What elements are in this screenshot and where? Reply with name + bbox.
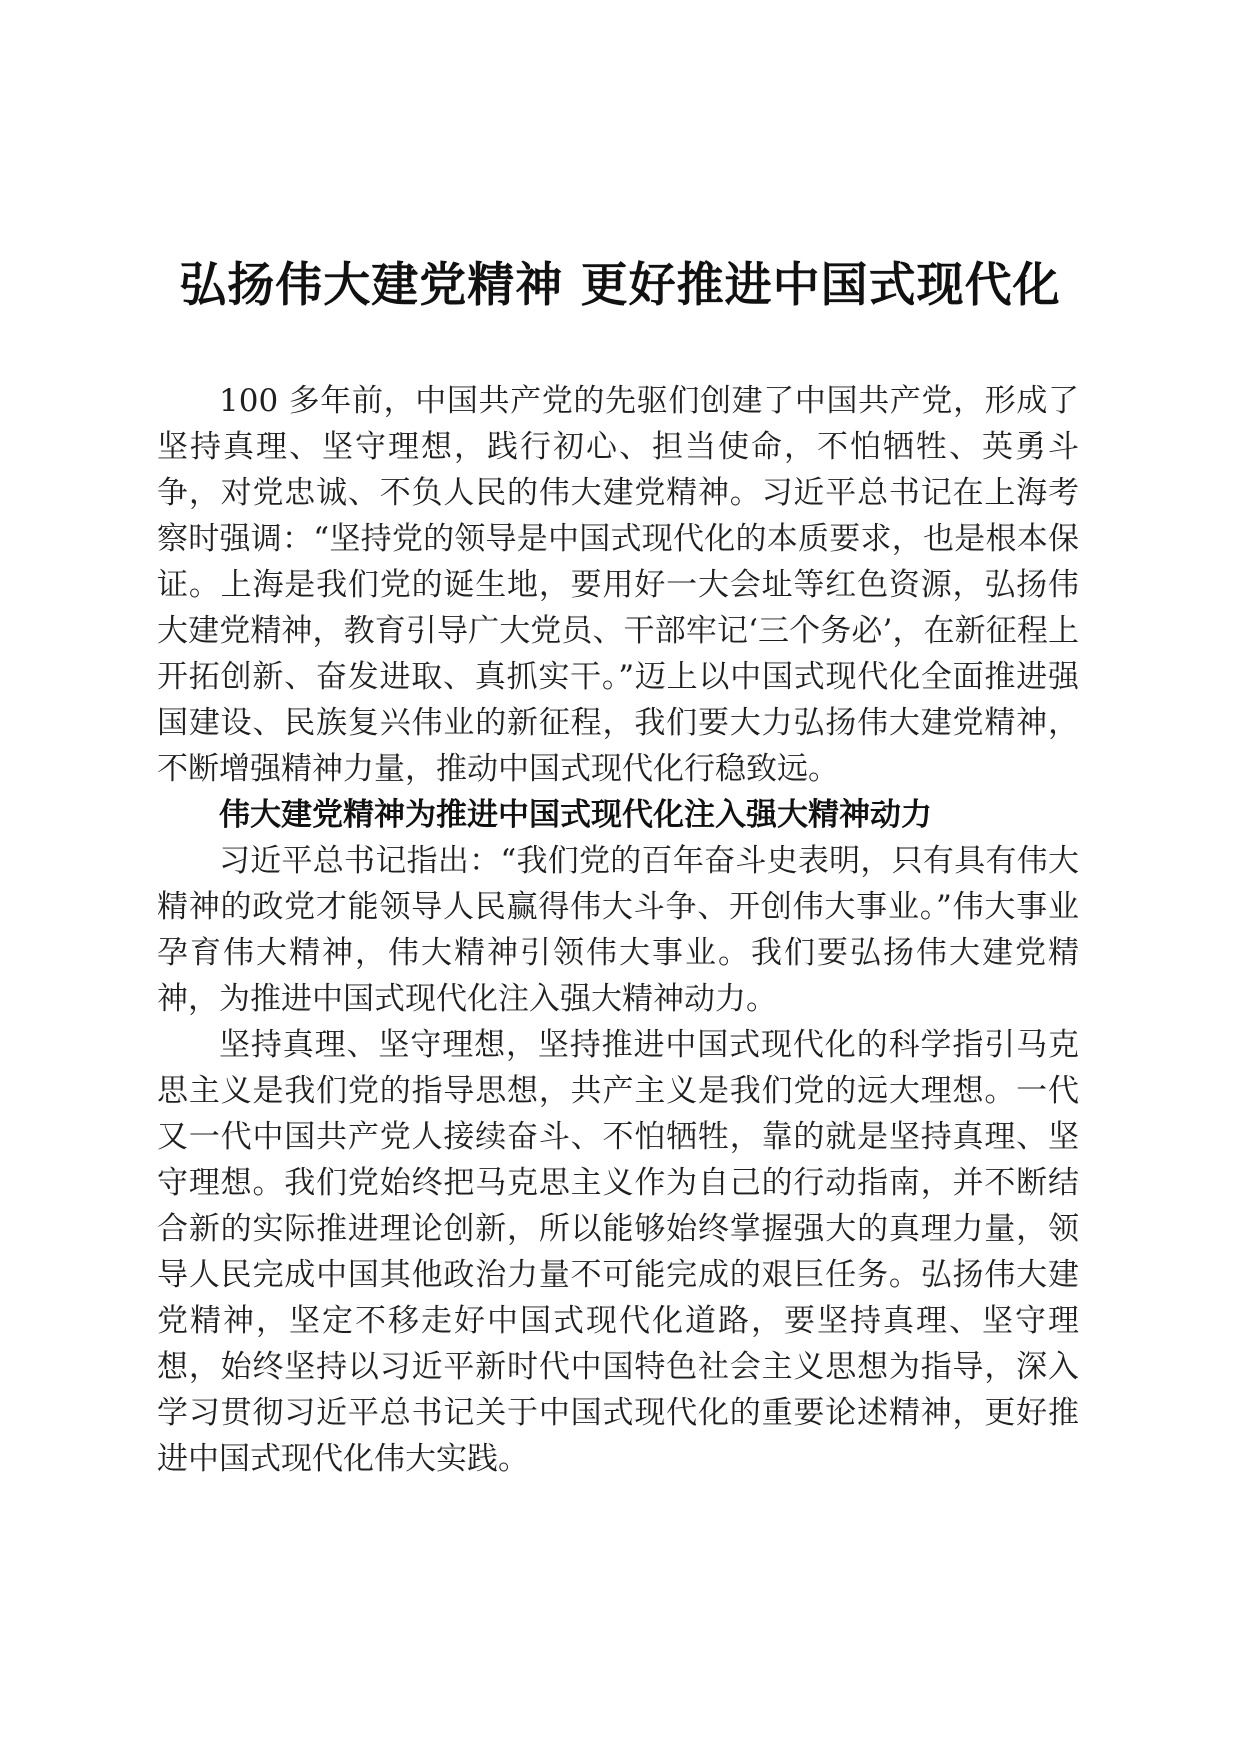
quote-paragraph: 习近平总书记指出：“我们党的百年奋斗史表明，只有具有伟大精神的政党才能领导人民赢得伟大斗争、开创伟大事业。”伟大事业孕育伟大精神，伟大精神引领伟大事业。我们要弘扬伟大建党精神，为推进中国式现代化注入强大精神动力。 bbox=[157, 843, 1079, 1017]
page-title: 弘扬伟大建党精神 更好推进中国式现代化 bbox=[179, 258, 1061, 314]
intro-paragraph: 100 多年前，中国共产党的先驱们创建了中国共产党，形成了坚持真理、坚守理想，践行初心、担当使命，不怕牺牲、英勇斗争，对党忠诚、不负人民的伟大建党精神。习近平总书记在上海考察时强调：“坚持党的领导是中国式现代化的本质要求，也是根本保证。上海是我们党的诞生地，要用好一大会址等红色资源，弘扬伟大建党精神，教育引导广大党员、干部牢记‘三个务必’，在新征程上开拓创新、奋发进取、真抓实干。”迈上以中国式现代化全面推进强国建设、民族复兴伟业的新征程，我们要大力弘扬伟大建党精神，不断增强精神力量，推动中国式现代化行稳致远。 bbox=[157, 383, 1079, 787]
article-body bbox=[157, 378, 1079, 1482]
section-heading: 伟大建党精神为推进中国式现代化注入强大精神动力 bbox=[219, 797, 932, 833]
truth-ideals-paragraph: 坚持真理、坚守理想，坚持推进中国式现代化的科学指引马克思主义是我们党的指导思想，共产主义是我们党的远大理想。一代又一代中国共产党人接续奋斗、不怕牺牲，靠的就是坚持真理、坚守理想。我们党始终把马克思主义作为自己的行动指南，并不断结合新的实际推进理论创新，所以能够始终掌握强大的真理力量，领导人民完成中国其他政治力量不可能完成的艰巨任务。弘扬伟大建党精神，坚定不移走好中国式现代化道路，要坚持真理、坚守理想，始终坚持以习近平新时代中国特色社会主义思想为指导，深入学习贯彻习近平总书记关于中国式现代化的重要论述精神，更好推进中国式现代化伟大实践。 bbox=[157, 1027, 1079, 1477]
